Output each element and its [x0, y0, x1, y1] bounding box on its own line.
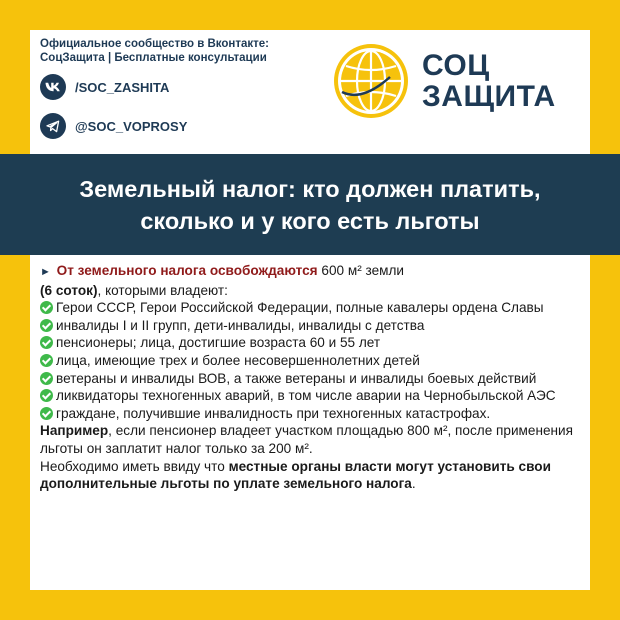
- check-icon: [40, 301, 53, 314]
- community-info: [40, 37, 269, 65]
- check-icon: [40, 407, 53, 420]
- note-end: .: [411, 476, 416, 492]
- intro-paragraph: [40, 262, 580, 299]
- note-text: Необходимо иметь ввиду что: [40, 458, 229, 474]
- list-item: Герои СССР, Герои Российской Федерации, полные кавалеры ордена Славы: [40, 299, 580, 317]
- note-bold: местные органы власти могут установить свои дополнительные льготы по уплате земельного налога: [40, 458, 551, 492]
- check-icon: [40, 389, 53, 402]
- list-item: инвалиды I и II групп, дети-инвалиды, инвалиды с детства: [40, 317, 580, 335]
- logo-text: [422, 50, 556, 112]
- list-item: ветераны и инвалиды ВОВ, а также ветераны и инвалиды боевых действий: [40, 370, 580, 388]
- community-line-2: СоцЗащита | Бесплатные консультации: [40, 52, 267, 64]
- intro-tail: , которыми владеют:: [97, 282, 228, 298]
- check-icon: [40, 319, 53, 332]
- telegram-icon: [40, 113, 66, 139]
- post-card: [30, 30, 590, 590]
- page-title: [79, 173, 540, 237]
- vk-icon: [40, 74, 66, 100]
- example-label: Например: [40, 423, 109, 439]
- intro-highlight: От земельного налога освобождаются: [56, 263, 318, 278]
- list-item: лица, имеющие трех и более несовершеннолетних детей: [40, 352, 580, 370]
- example-paragraph: [40, 422, 580, 457]
- list-item: ликвидаторы техногенных аварий, в том числе аварии на Чернобыльской АЭС: [40, 387, 580, 405]
- intro-bold: (6 соток): [40, 282, 98, 298]
- title-line-1: Земельный налог: кто должен платить,: [79, 175, 541, 202]
- title-banner: [0, 154, 620, 255]
- note-paragraph: [40, 458, 580, 493]
- list-item: пенсионеры; лица, достигшие возраста 60 и 55 лет: [40, 334, 580, 352]
- check-icon: [40, 336, 53, 349]
- example-text: , если пенсионер владеет участком площадью 800 м², после применения льготы он заплатит налог только за 200 м².: [40, 423, 573, 456]
- vk-link[interactable]: [40, 74, 169, 100]
- article-body: [40, 262, 580, 493]
- check-icon: [40, 354, 53, 367]
- check-icon: [40, 372, 53, 385]
- header: [30, 30, 590, 154]
- vk-handle[interactable]: /SOC_ZASHITA: [75, 79, 170, 95]
- globe-icon: [332, 42, 410, 120]
- logo: [332, 42, 556, 120]
- title-line-2: сколько и у кого есть льготы: [140, 207, 480, 234]
- intro-rest: 600 м² земли: [317, 263, 405, 278]
- logo-line-2: ЗАЩИТА: [422, 80, 556, 113]
- community-line-1: Официальное сообщество в Вконтакте:: [40, 38, 269, 50]
- arrow-bullet-icon: ►: [40, 266, 51, 278]
- logo-line-1: СОЦ: [422, 49, 490, 82]
- list-item: граждане, получившие инвалидность при техногенных катастрофах.: [40, 405, 580, 423]
- telegram-handle[interactable]: @SOC_VOPROSY: [75, 118, 188, 134]
- telegram-link[interactable]: [40, 113, 187, 139]
